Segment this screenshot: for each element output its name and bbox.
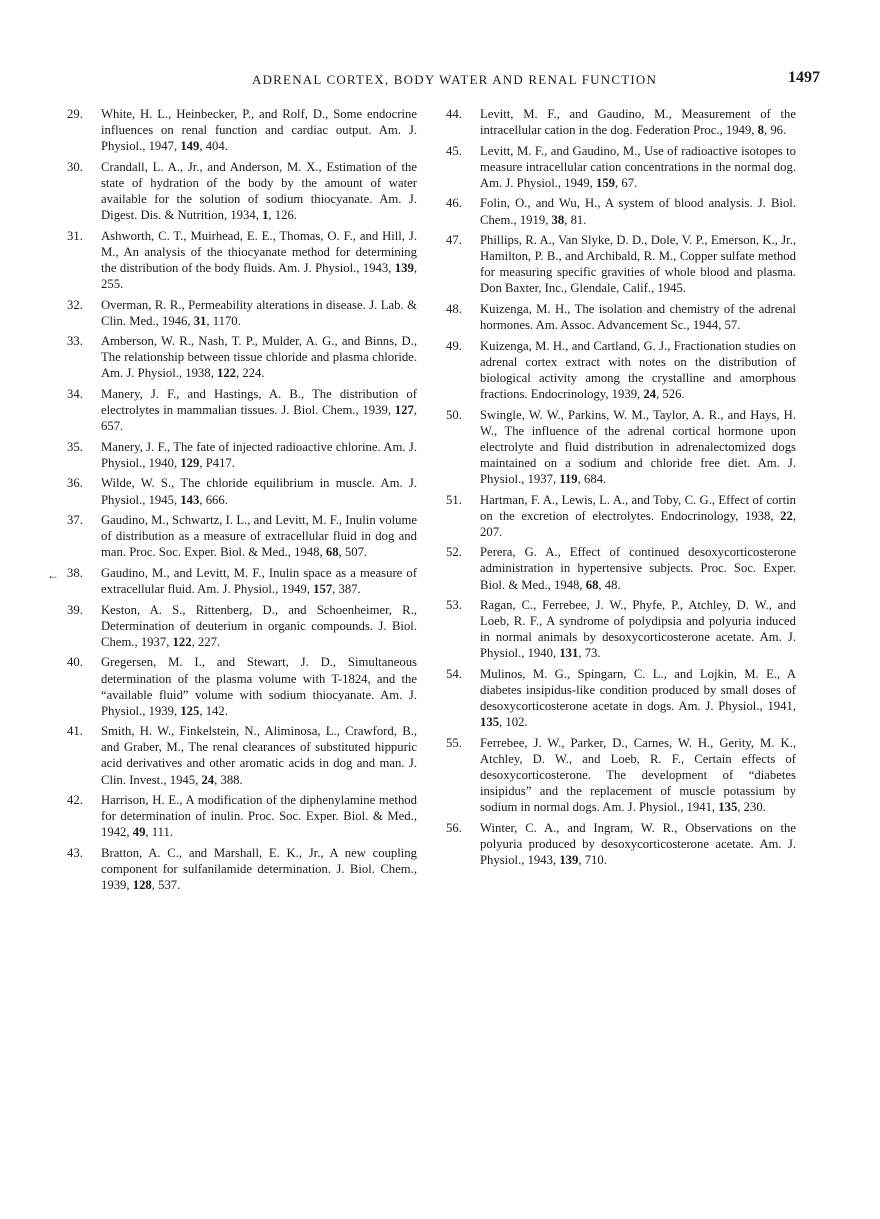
reference-pages: , 207.: [480, 508, 796, 539]
reference-text: [101, 439, 417, 471]
reference-citation: Perera, G. A., Effect of continued desoxycorticosterone administration in hypertensive subjects. Proc. Soc. Exper. Biol. & Med., 1948,: [480, 545, 796, 592]
reference-citation: Amberson, W. R., Nash, T. P., Mulder, A. G., and Binns, D., The relationship between tissue chloride and plasma chloride. Am. J. Physiol., 1938,: [101, 334, 417, 381]
reference-pages: , 666.: [199, 492, 228, 507]
reference-citation: Ragan, C., Ferrebee, J. W., Phyfe, P., Atchley, D. W., and Loeb, R. F., A syndrome of polydipsia and polyuria induced in normal animals by desoxycorticosterone acetate. Am. J. Physiol., 1940,: [480, 598, 796, 661]
reference-pages: , 96.: [763, 123, 787, 138]
reference-text: [480, 232, 796, 296]
reference-text: [101, 845, 417, 893]
reference-number: 29.: [67, 107, 83, 121]
reference-text: [101, 386, 417, 434]
reference-item: [67, 654, 417, 718]
reference-text: [101, 565, 417, 597]
reference-number: 48.: [446, 302, 462, 317]
reference-citation: Hartman, F. A., Lewis, L. A., and Toby, C. G., Effect of cortin on the excretion of electrolytes. Endocrinology, 1938,: [480, 492, 796, 523]
reference-number: 35.: [67, 439, 83, 454]
reference-pages: , 126.: [268, 208, 297, 223]
reference-volume: 131: [559, 646, 579, 661]
reference-number: 46.: [446, 196, 462, 211]
reference-item: [67, 439, 417, 471]
reference-pages: , P417.: [199, 455, 235, 470]
reference-item: [446, 820, 796, 868]
reference-volume: 128: [132, 878, 152, 893]
reference-item: [47, 565, 417, 597]
reference-text: [101, 333, 417, 381]
reference-pages: , 684.: [577, 471, 607, 486]
reference-citation: Harrison, H. E., A modification of the diphenylamine method for determination of inulin. Proc. Soc. Exper. Biol. & Med., 1942,: [101, 793, 417, 840]
reference-item: [67, 602, 417, 650]
reference-item: [446, 338, 796, 402]
reference-citation: Levitt, M. F., and Gaudino, M., Measurement of the intracellular cation in the dog. Federation Proc., 1949,: [480, 107, 796, 138]
reference-item: [446, 407, 796, 487]
reference-item: [67, 106, 417, 154]
reference-pages: , 1170.: [206, 313, 241, 328]
reference-number: 33.: [67, 334, 83, 349]
reference-text: [480, 820, 796, 868]
reference-item: [67, 475, 417, 507]
reference-number: 37.: [67, 513, 83, 528]
reference-text: [101, 723, 417, 787]
reference-citation: Manery, J. F., The fate of injected radioactive chlorine. Am. J. Physiol., 1940,: [101, 439, 417, 470]
reference-pages: , 111.: [145, 825, 174, 840]
reference-number: 41.: [67, 724, 83, 739]
reference-item: [446, 143, 796, 191]
reference-text: [101, 475, 417, 507]
reference-pages: , 255.: [101, 260, 417, 291]
reference-number: 31.: [67, 228, 83, 243]
running-title: ADRENAL CORTEX, BODY WATER AND RENAL FUNCTION: [252, 72, 658, 87]
reference-citation: White, H. L., Heinbecker, P., and Rolf, D., Some endocrine influences on renal function and cardiac output. Am. J. Physiol., 1947,: [101, 107, 417, 154]
reference-pages: , 73.: [578, 646, 601, 661]
reference-pages: , 657.: [101, 403, 417, 434]
reference-number: 52.: [446, 545, 462, 560]
reference-text: [480, 544, 796, 592]
reference-citation: Wilde, W. S., The chloride equilibrium in muscle. Am. J. Physiol., 1945,: [101, 476, 417, 507]
reference-volume: 49: [132, 825, 146, 840]
reference-text: [480, 735, 796, 815]
reference-item: [67, 845, 417, 893]
reference-text: [480, 106, 796, 138]
reference-number: 51.: [446, 492, 462, 507]
reference-number: 40.: [67, 655, 83, 670]
reference-number: 30.: [67, 159, 83, 174]
reference-text: [480, 597, 796, 661]
reference-item: [67, 723, 417, 787]
reference-number: 47.: [446, 233, 462, 248]
reference-item: [67, 386, 417, 434]
reference-volume: 8: [757, 123, 764, 138]
reference-pages: , 537.: [151, 878, 181, 893]
reference-pages: , 227.: [191, 634, 221, 649]
reference-item: [67, 159, 417, 223]
reference-pages: , 67.: [615, 175, 638, 190]
reference-number: 42.: [67, 793, 83, 808]
reference-number: 54.: [446, 667, 462, 681]
reference-citation: Levitt, M. F., and Gaudino, M., Use of radioactive isotopes to measure intracellular cation concentrations in the normal dog. Am. J. Physiol., 1949,: [480, 143, 796, 190]
reference-text: [480, 338, 796, 402]
reference-number: 53.: [446, 598, 462, 613]
reference-volume: 157: [313, 582, 333, 597]
reference-text: [101, 106, 417, 154]
reference-item: [67, 512, 417, 560]
reference-volume: 22: [780, 508, 793, 523]
reference-text: [480, 195, 796, 227]
reference-number: 32.: [67, 297, 83, 312]
reference-citation: Gaudino, M., and Levitt, M. F., Inulin space as a measure of extracellular fluid. Am. J. Physiol., 1949,: [101, 565, 417, 597]
reference-text: [101, 602, 417, 650]
reference-volume: 125: [180, 703, 200, 718]
reference-citation: Folin, O., and Wu, H., A system of blood analysis. J. Biol. Chem., 1919,: [480, 196, 796, 227]
reference-item: [67, 333, 417, 381]
reference-citation: Smith, H. W., Finkelstein, N., Aliminosa, L., Crawford, B., and Graber, M., The renal clearances of substituted hippuric acid derivatives and other aromatic acids in dog and man. J. Clin. Invest., 1945,: [101, 724, 417, 787]
reference-citation: Crandall, L. A., Jr., and Anderson, M. X., Estimation of the state of hydration of the body by the amount of water available for the solution of sodium thiocyanate. Am. J. Digest. Dis. & Nutrition, 1934,: [101, 159, 417, 223]
reference-volume: 38: [551, 212, 565, 227]
reference-pages: , 388.: [214, 772, 243, 787]
reference-item: [446, 106, 796, 138]
reference-number: 50.: [446, 407, 462, 422]
reference-pages: , 526.: [656, 387, 685, 401]
reference-citation: Bratton, A. C., and Marshall, E. K., Jr., A new coupling component for sulfanilamide determination. J. Biol. Chem., 1939,: [101, 845, 417, 893]
reference-citation: Swingle, W. W., Parkins, W. M., Taylor, A. R., and Hays, H. W., The influence of the adrenal cortical hormone upon electrolyte and fluid distribution in adrenalectomized dogs maintained on a sodium and chloride free diet. Am. J. Physiol., 1937,: [480, 407, 796, 486]
reference-volume: 149: [180, 139, 200, 154]
reference-number: 45.: [446, 143, 462, 158]
reference-number: 56.: [446, 820, 462, 835]
reference-text: [101, 512, 417, 560]
reference-text: [480, 143, 796, 191]
reference-citation: Mulinos, M. G., Spingarn, C. L., and Lojkin, M. E., A diabetes insipidus-like condition produced by small doses of desoxycorticosterone acetate in dogs. Am. J. Physiol., 1941,: [480, 667, 796, 714]
reference-text: [480, 666, 796, 730]
reference-pages: , 81.: [564, 212, 587, 227]
reference-citation: Keston, A. S., Rittenberg, D., and Schoenheimer, R., Determination of deuterium in organic compounds. J. Biol. Chem., 1937,: [101, 602, 417, 649]
reference-text: [480, 407, 796, 487]
reference-number: 55.: [446, 735, 462, 750]
reference-item: [67, 228, 417, 292]
reference-citation: Kuizenga, M. H., The isolation and chemistry of the adrenal hormones. Am. Assoc. Advancement Sc., 1944, 57.: [480, 302, 796, 333]
reference-pages: , 387.: [332, 582, 361, 597]
reference-volume: 159: [595, 175, 615, 190]
references-left-column: [47, 106, 417, 898]
reference-text: [101, 159, 417, 223]
reference-volume: 24: [201, 772, 215, 787]
reference-citation: Gaudino, M., Schwartz, I. L., and Levitt, M. F., Inulin volume of distribution as a measure of extracellular fluid in dog and man. Proc. Soc. Exper. Biol. & Med., 1948,: [101, 513, 417, 560]
reference-item: [446, 301, 796, 333]
page-number: 1497: [788, 69, 820, 86]
reference-item: [446, 544, 796, 592]
reference-pages: , 710.: [578, 853, 607, 868]
reference-volume: 122: [172, 634, 192, 649]
reference-item: [446, 232, 796, 296]
reference-number: 44.: [446, 107, 462, 121]
reference-text: [480, 301, 796, 333]
reference-pages: , 48.: [598, 577, 621, 592]
reference-citation: Manery, J. F., and Hastings, A. B., The distribution of electrolytes in mammalian tissues. J. Biol. Chem., 1939,: [101, 387, 417, 418]
reference-pages: , 404.: [199, 139, 228, 154]
reference-pages: , 507.: [338, 545, 368, 560]
reference-volume: 135: [480, 715, 500, 730]
reference-number: 39.: [67, 602, 83, 617]
reference-item: [446, 735, 796, 815]
reference-item: [67, 792, 417, 840]
reference-volume: 68: [325, 545, 339, 560]
reference-volume: 122: [216, 366, 236, 381]
reference-number: 49.: [446, 338, 462, 353]
reference-pages: , 102.: [499, 715, 528, 730]
reference-volume: 1: [262, 208, 269, 223]
reference-text: [101, 792, 417, 840]
reference-item: [446, 666, 796, 730]
reference-volume: 31: [193, 313, 207, 328]
reference-volume: 129: [180, 455, 200, 470]
reference-volume: 24: [643, 387, 657, 401]
reference-citation: Winter, C. A., and Ingram, W. R., Observations on the polyuria produced by desoxycorticosterone acetate. Am. J. Physiol., 1943,: [480, 820, 796, 868]
reference-volume: 139: [559, 853, 579, 868]
reference-pages: , 224.: [236, 366, 265, 381]
references-right-column: [446, 106, 796, 873]
page-header: [60, 69, 820, 92]
reference-citation: Phillips, R. A., Van Slyke, D. D., Dole, V. P., Emerson, K., Jr., Hamilton, P. B., and Archibald, R. M., Copper sulfate method for measuring specific gravities of whole blood and plasma. Don Baxter, Inc., Glendale, Calif., 1945.: [480, 233, 796, 296]
reference-pages: , 142.: [199, 703, 228, 718]
margin-mark: ←: [47, 567, 59, 582]
reference-citation: Kuizenga, M. H., and Cartland, G. J., Fractionation studies on adrenal cortex extract with notes on the distribution of biological activity among the crystalline and amorphous fractions. Endocrinology, 1939,: [480, 338, 796, 401]
reference-pages: , 230.: [737, 800, 766, 815]
reference-text: [101, 654, 417, 718]
reference-citation: Ferrebee, J. W., Parker, D., Carnes, W. H., Gerity, M. K., Atchley, D. W., and Loeb, R. F., Certain effects of desoxycorticosterone. The development of “diabetes insipidus” and the replacement of muscle potassium by sodium in normal dogs. Am. J. Physiol., 1941,: [480, 735, 796, 815]
reference-volume: 139: [394, 260, 414, 275]
reference-item: [446, 597, 796, 661]
reference-citation: Gregersen, M. I., and Stewart, J. D., Simultaneous determination of the plasma volume with T-1824, and the “available fluid” volume with sodium thiocyanate. Am. J. Physiol., 1939,: [101, 655, 417, 718]
reference-number: 34.: [67, 387, 83, 401]
reference-citation: Overman, R. R., Permeability alterations in disease. J. Lab. & Clin. Med., 1946,: [101, 297, 417, 328]
reference-text: [101, 297, 417, 329]
reference-item: [67, 297, 417, 329]
reference-volume: 135: [718, 800, 738, 815]
reference-item: [446, 492, 796, 540]
reference-number: 43.: [67, 845, 83, 860]
reference-text: [101, 228, 417, 292]
reference-text: [480, 492, 796, 540]
reference-item: [446, 195, 796, 227]
reference-volume: 127: [394, 403, 414, 418]
reference-volume: 68: [585, 577, 599, 592]
reference-number: 38.: [67, 565, 83, 580]
reference-citation: Ashworth, C. T., Muirhead, E. E., Thomas, O. F., and Hill, J. M., An analysis of the thiocyanate method for determining the distribution of the body fluids. Am. J. Physiol., 1943,: [101, 228, 417, 275]
reference-volume: 143: [180, 492, 200, 507]
reference-volume: 119: [559, 471, 578, 486]
reference-number: 36.: [67, 476, 83, 491]
